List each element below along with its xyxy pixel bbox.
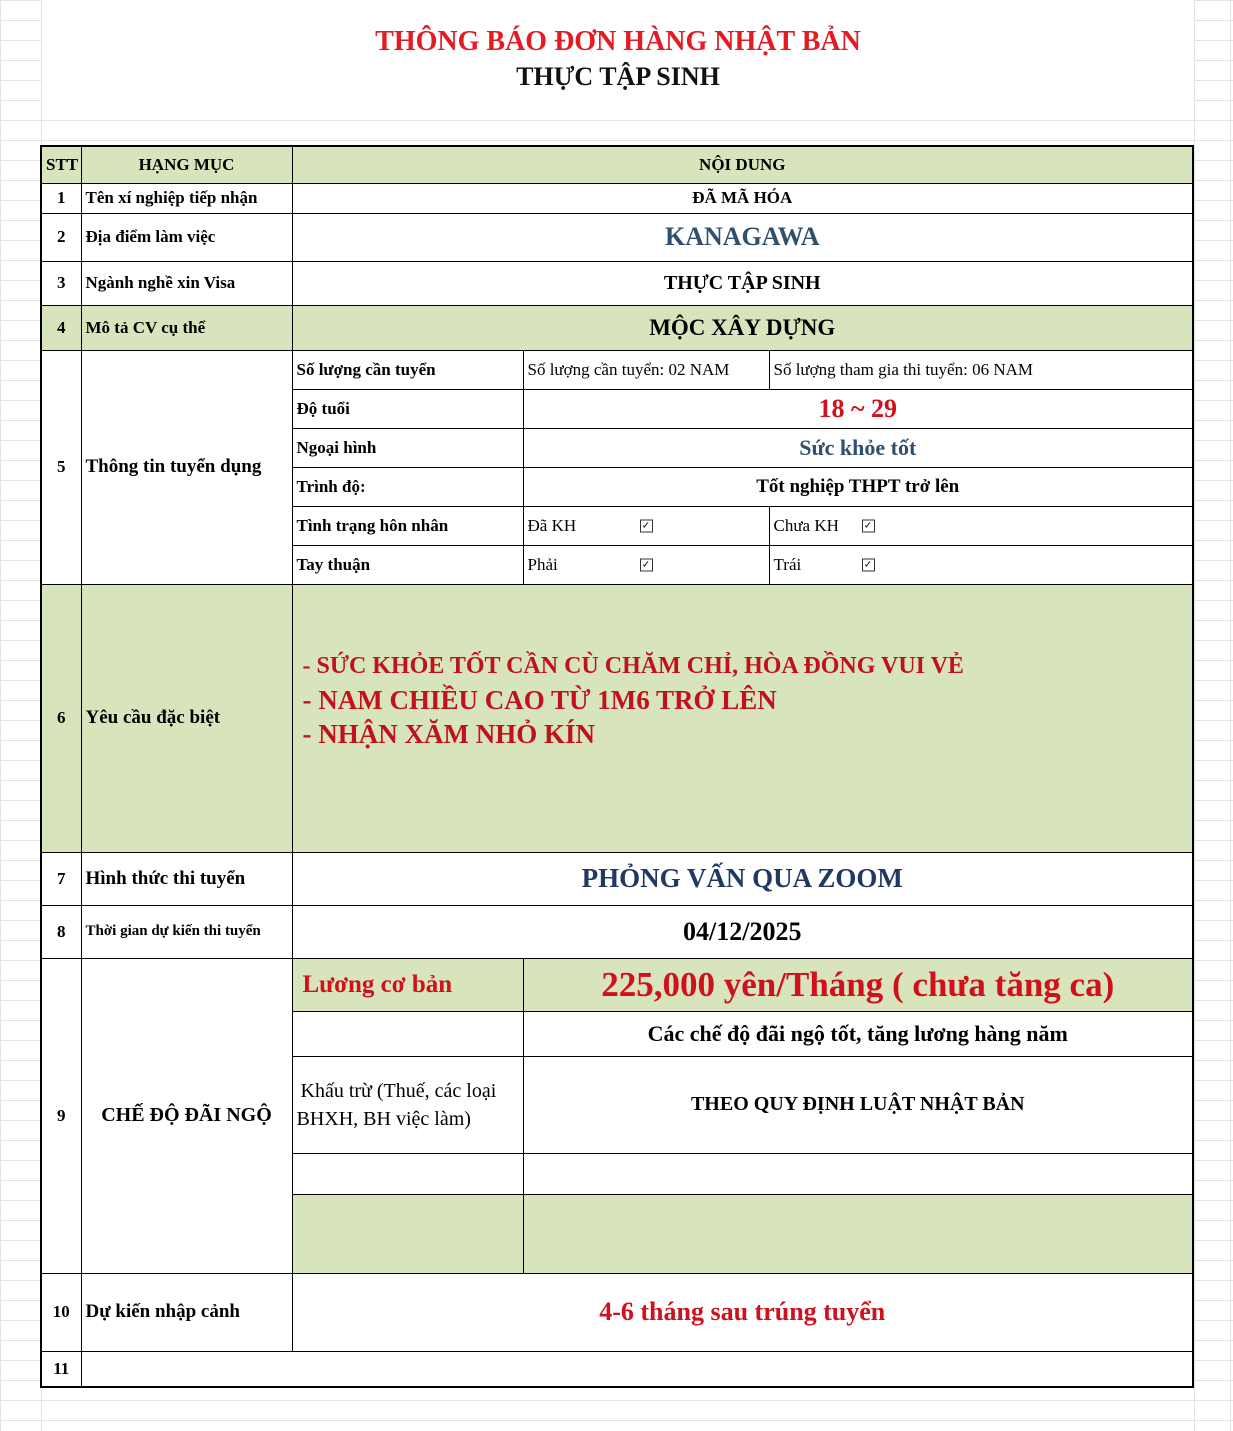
row-2 xyxy=(41,213,1193,261)
single-checkbox[interactable]: ✓ xyxy=(862,519,875,532)
empty-cell xyxy=(292,1011,523,1056)
row-number: 5 xyxy=(41,350,81,584)
job-description-value: MỘC XÂY DỰNG xyxy=(292,305,1193,350)
right-hand-checkbox[interactable]: ✓ xyxy=(640,558,653,571)
row-number: 3 xyxy=(41,261,81,305)
row-label: Thông tin tuyển dụng xyxy=(81,350,292,584)
left-hand-label: Trái xyxy=(773,554,802,574)
row-8 xyxy=(41,905,1193,958)
row-7 xyxy=(41,852,1193,905)
row-5-quantity xyxy=(41,350,1193,389)
appearance-label: Ngoại hình xyxy=(292,428,523,467)
right-hand-option xyxy=(523,545,769,584)
row-3 xyxy=(41,261,1193,305)
row-label: Địa điểm làm việc xyxy=(81,213,292,261)
title-sub: THỰC TẬP SINH xyxy=(516,62,720,91)
empty-cell xyxy=(81,1351,1193,1387)
workplace-value: KANAGAWA xyxy=(292,213,1193,261)
empty-cell xyxy=(523,1194,1193,1273)
age-label: Độ tuổi xyxy=(292,389,523,428)
row-label: Tên xí nghiệp tiếp nhận xyxy=(81,183,292,213)
quantity-needed: Số lượng cần tuyển: 02 NAM xyxy=(523,350,769,389)
row-label: Thời gian dự kiến thi tuyển xyxy=(81,905,292,958)
salary-label: Lương cơ bản xyxy=(292,958,523,1011)
deduction-label-line: Khấu trừ (Thuế, các loại xyxy=(300,1079,497,1102)
row-label: Yêu cầu đặc biệt xyxy=(81,584,292,852)
left-hand-option xyxy=(769,545,1193,584)
row-11 xyxy=(41,1351,1193,1387)
row-number: 7 xyxy=(41,852,81,905)
row-number: 9 xyxy=(41,958,81,1273)
header-stt: STT xyxy=(41,146,81,183)
quantity-label: Số lượng cần tuyển xyxy=(292,350,523,389)
header-category: HẠNG MỤC xyxy=(81,146,292,183)
row-number: 10 xyxy=(41,1273,81,1351)
right-hand-label: Phải xyxy=(527,554,558,574)
married-checkbox[interactable]: ✓ xyxy=(640,519,653,532)
row-10 xyxy=(41,1273,1193,1351)
title-block xyxy=(42,0,1194,120)
empty-cell xyxy=(292,1194,523,1273)
empty-cell xyxy=(292,1153,523,1194)
row-number: 6 xyxy=(41,584,81,852)
requirement-line: - NHẬN XĂM NHỎ KÍN xyxy=(302,718,595,749)
appearance-value: Sức khỏe tốt xyxy=(523,428,1193,467)
row-number: 4 xyxy=(41,305,81,350)
empty-cell xyxy=(523,1153,1193,1194)
deduction-label-line: BHXH, BH việc làm) xyxy=(296,1107,471,1130)
company-name-value: ĐÃ MÃ HÓA xyxy=(292,183,1193,213)
exam-date-value: 04/12/2025 xyxy=(292,905,1193,958)
row-label: CHẾ ĐỘ ĐÃI NGỘ xyxy=(81,958,292,1273)
salary-value: 225,000 yên/Tháng ( chưa tăng ca) xyxy=(523,958,1193,1011)
entry-date-value: 4-6 tháng sau trúng tuyển xyxy=(292,1273,1193,1351)
row-1 xyxy=(41,183,1193,213)
requirement-line: - NAM CHIỀU CAO TỪ 1M6 TRỞ LÊN xyxy=(302,684,777,715)
row-label: Ngành nghề xin Visa xyxy=(81,261,292,305)
special-requirements xyxy=(292,584,1193,852)
deduction-value: THEO QUY ĐỊNH LUẬT NHẬT BẢN xyxy=(523,1056,1193,1153)
quantity-exam: Số lượng tham gia thi tuyển: 06 NAM xyxy=(769,350,1193,389)
row-number: 2 xyxy=(41,213,81,261)
row-number: 11 xyxy=(41,1351,81,1387)
header-row xyxy=(41,146,1193,183)
hand-label: Tay thuận xyxy=(292,545,523,584)
row-4 xyxy=(41,305,1193,350)
benefits-value: Các chế độ đãi ngộ tốt, tăng lương hàng năm xyxy=(523,1011,1193,1056)
education-value: Tốt nghiệp THPT trở lên xyxy=(523,467,1193,506)
row-label: Dự kiến nhập cảnh xyxy=(81,1273,292,1351)
row-label: Mô tả CV cụ thể xyxy=(81,305,292,350)
row-number: 1 xyxy=(41,183,81,213)
title-main: THÔNG BÁO ĐƠN HÀNG NHẬT BẢN xyxy=(375,26,861,57)
header-content: NỘI DUNG xyxy=(292,146,1193,183)
row-number: 8 xyxy=(41,905,81,958)
education-label: Trình độ: xyxy=(292,467,523,506)
single-option xyxy=(769,506,1193,545)
married-label: Đã KH xyxy=(527,515,577,535)
age-value: 18 ~ 29 xyxy=(523,389,1193,428)
deduction-label xyxy=(292,1056,523,1153)
visa-job-value: THỰC TẬP SINH xyxy=(292,261,1193,305)
marital-label: Tình trạng hôn nhân xyxy=(292,506,523,545)
married-option xyxy=(523,506,769,545)
left-hand-checkbox[interactable]: ✓ xyxy=(862,558,875,571)
row-6 xyxy=(41,584,1193,852)
requirement-line: - SỨC KHỎE TỐT CẦN CÙ CHĂM CHỈ, HÒA ĐỒNG VUI VẺ xyxy=(302,652,964,679)
single-label: Chưa KH xyxy=(773,515,839,535)
order-table xyxy=(40,145,1194,1388)
row-9-salary xyxy=(41,958,1193,1011)
row-label: Hình thức thi tuyển xyxy=(81,852,292,905)
exam-format-value: PHỎNG VẤN QUA ZOOM xyxy=(292,852,1193,905)
